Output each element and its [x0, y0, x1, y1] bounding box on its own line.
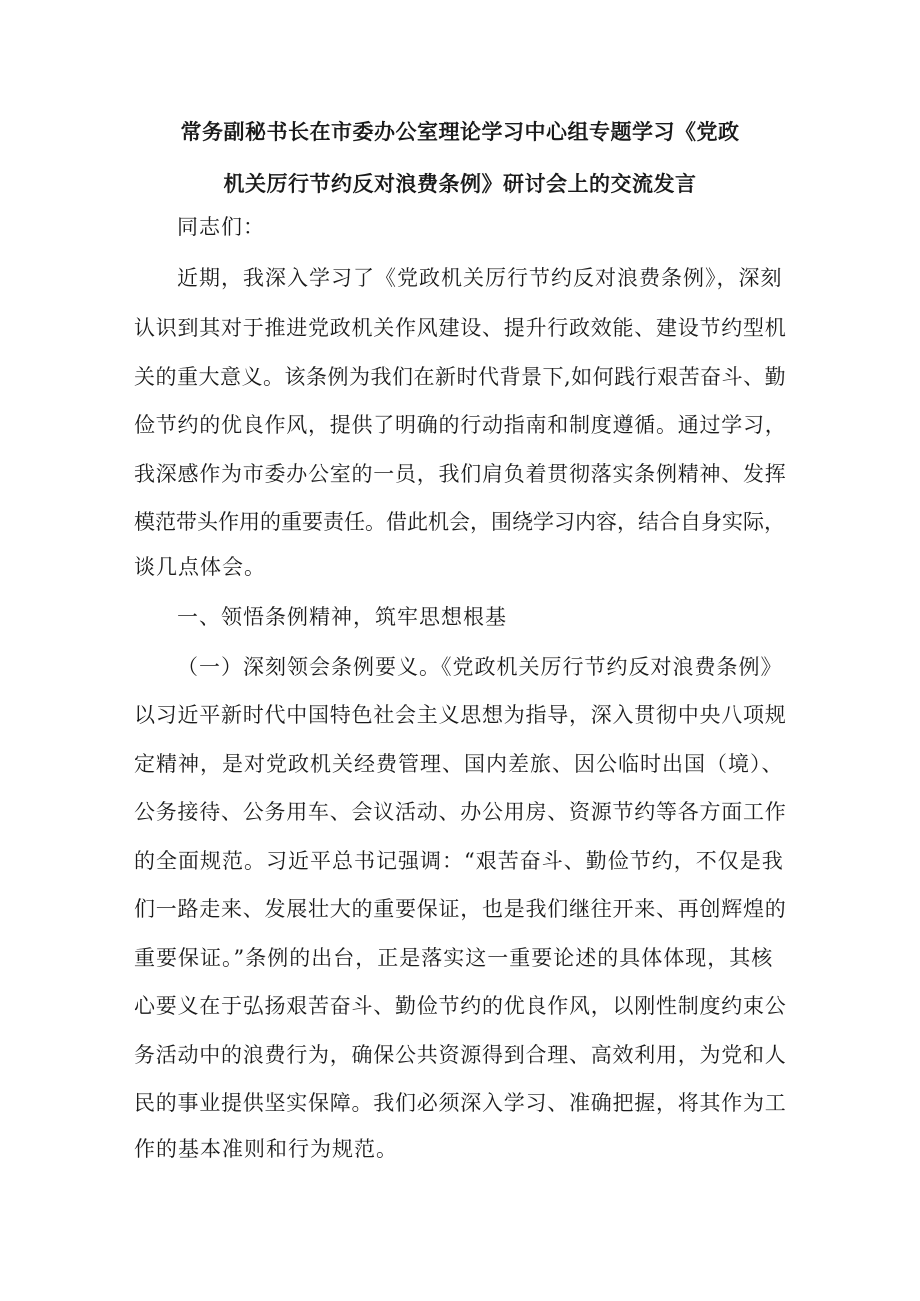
- paragraph-1-line-2: 认识到其对于推进党政机关作风建设、提升行政效能、建设节约型机: [134, 316, 787, 340]
- section-heading-1: 一、领悟条例精神，筑牢思想根基: [177, 605, 507, 629]
- paragraph-1-line-3: 关的重大意义。该条例为我们在新时代背景下,如何践行艰苦奋斗、勤: [134, 365, 787, 389]
- paragraph-2-line-2: 以习近平新时代中国特色社会主义思想为指导，深入贯彻中央八项规: [134, 703, 787, 727]
- paragraph-2-line-9: 务活动中的浪费行为，确保公共资源得到合理、高效利用，为党和人: [134, 1043, 787, 1067]
- paragraph-2-line-3: 定精神，是对党政机关经费管理、国内差旅、因公临时出国（境）、: [134, 752, 784, 776]
- paragraph-1-line-4: 俭节约的优良作风，提供了明确的行动指南和制度遵循。通过学习，: [134, 413, 787, 437]
- paragraph-2-line-10: 民的事业提供坚实保障。我们必须深入学习、准确把握，将其作为工: [134, 1091, 787, 1115]
- paragraph-2-line-8: 心要义在于弘扬艰苦奋斗、勤俭节约的优良作风，以刚性制度约束公: [134, 994, 787, 1018]
- document-title-line-2: 机关厉行节约反对浪费条例》研讨会上的交流发言: [223, 171, 697, 196]
- document-title-line-1: 常务副秘书长在市委办公室理论学习中心组专题学习《党政: [180, 119, 740, 144]
- salutation: 同志们：: [177, 215, 265, 239]
- paragraph-1-line-7: 谈几点体会。: [134, 555, 266, 579]
- paragraph-2-line-5: 的全面规范。习近平总书记强调：“艰苦奋斗、勤俭节约，不仅是我: [134, 849, 784, 873]
- paragraph-1-line-6: 模范带头作用的重要责任。借此机会，围绕学习内容，结合自身实际，: [134, 510, 785, 534]
- paragraph-1-line-1: 近期，我深入学习了《党政机关厉行节约反对浪费条例》，深刻: [177, 266, 783, 290]
- paragraph-2-line-11: 作的基本准则和行为规范。: [134, 1137, 398, 1161]
- paragraph-1-line-5: 我深感作为市委办公室的一员，我们肩负着贯彻落实条例精神、发挥: [134, 462, 787, 486]
- paragraph-2-line-6: 们一路走来、发展壮大的重要保证，也是我们继往开来、再创辉煌的: [134, 897, 787, 921]
- paragraph-2-line-1: （一）深刻领会条例要义。《党政机关厉行节约反对浪费条例》: [177, 655, 783, 679]
- paragraph-2-line-7: 重要保证。”条例的出台，正是落实这一重要论述的具体体现，其核: [134, 946, 774, 970]
- paragraph-2-line-4: 公务接待、公务用车、会议活动、办公用房、资源节约等各方面工作: [134, 800, 787, 824]
